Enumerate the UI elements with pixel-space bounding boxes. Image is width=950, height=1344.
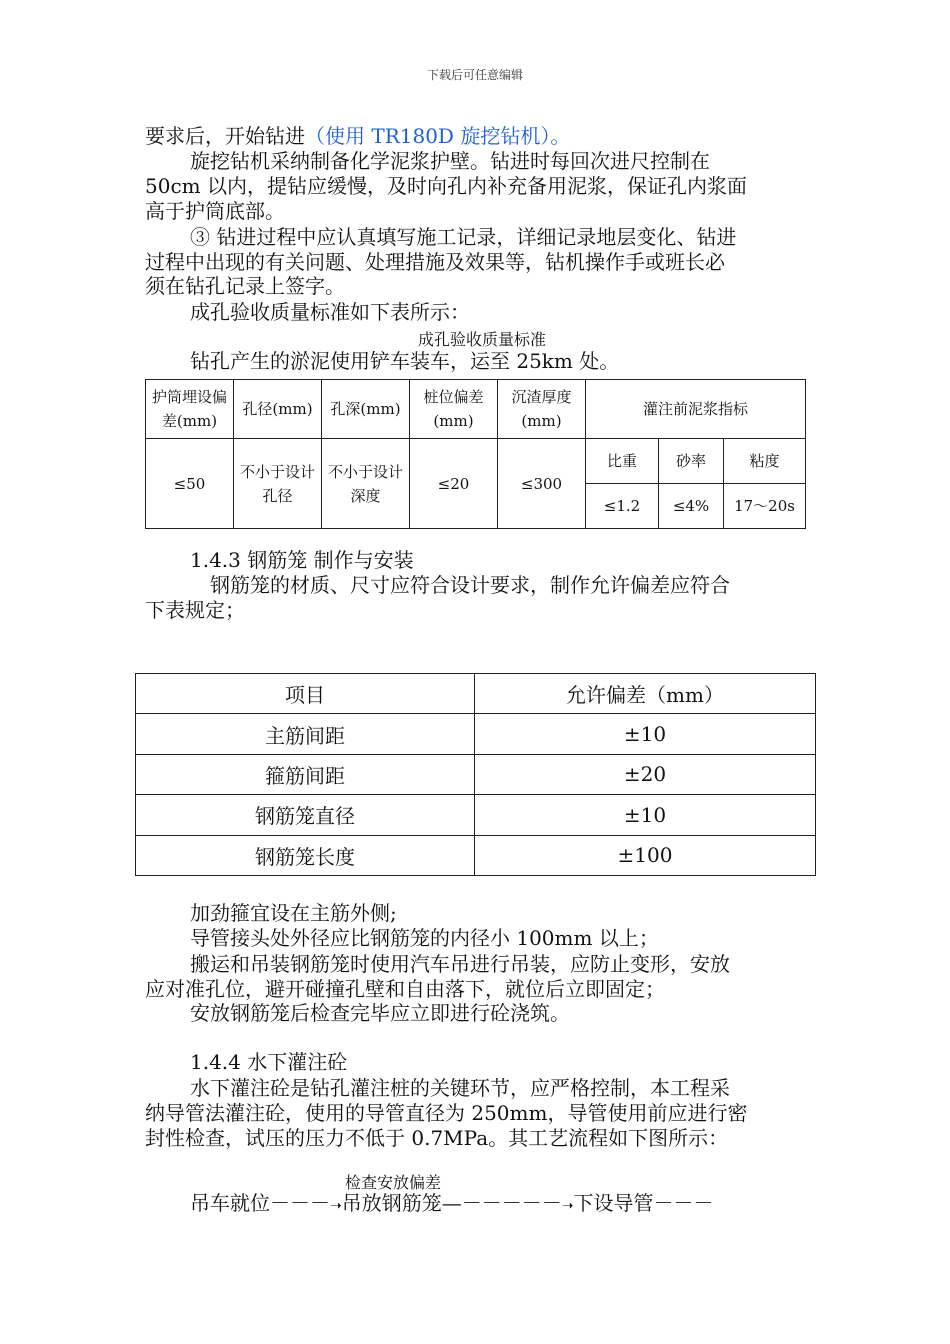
table-cell: ≤4%: [659, 484, 724, 529]
table-cell: ≤1.2: [586, 484, 659, 529]
paragraph-line: 应对准孔位，避开碰撞孔壁和自由落下，就位后立即固定；: [145, 977, 665, 1001]
paragraph-line: 旋挖钻机采纳制备化学泥浆护壁。钻进时每回次进尺控制在: [190, 149, 710, 173]
paragraph-line: 要求后，开始钻进（使用 TR180D 旋挖钻机）。: [145, 124, 571, 148]
flow-step: 吊车就位: [190, 1191, 270, 1215]
table-header-cell: 孔径(mm): [234, 380, 322, 439]
table-cell: ±20: [475, 754, 816, 794]
table-caption: 成孔验收质量标准: [418, 330, 547, 349]
table-cell: ≤50: [146, 439, 234, 529]
flow-step: 吊放钢筋笼: [341, 1191, 442, 1215]
table-cell: 不小于设计深度: [322, 439, 410, 529]
section-heading: 1.4.4 水下灌注砼: [190, 1050, 348, 1074]
cage-tolerance-table: [135, 673, 816, 876]
table-row: [136, 714, 816, 754]
paragraph-line: 下表规定；: [145, 598, 245, 622]
table-cell: 主筋间距: [136, 714, 475, 754]
table-cell: ±10: [475, 714, 816, 754]
table-row: [136, 835, 816, 875]
paragraph-line: 导管接头处外径应比钢筋笼的内径小 100mm 以上；: [190, 926, 659, 950]
paragraph-line: 高于护筒底部。: [145, 199, 285, 223]
table-header-cell: 孔深(mm): [322, 380, 410, 439]
table-subheader-cell: 砂率: [659, 439, 724, 484]
paragraph-line: 水下灌注砼是钻孔灌注桩的关键环节，应严格控制，本工程采: [190, 1076, 730, 1100]
paragraph-line: 封性检查，试压的压力不低于 0.7MPa。其工艺流程如下图所示：: [145, 1126, 729, 1150]
flow-note: 检查安放偏差: [345, 1173, 442, 1192]
flow-dash: —－－－－－: [441, 1191, 562, 1215]
table-header-cell: 桩位偏差(mm): [410, 380, 498, 439]
table-cell: ±100: [475, 835, 816, 875]
flow-step: 下设导管: [573, 1191, 654, 1215]
paragraph-line: 过程中出现的有关问题、处理措施及效果等，钻机操作手或班长必: [145, 250, 725, 274]
table-cell: 钢筋笼直径: [136, 795, 475, 835]
paragraph-line: 纳导管法灌注砼，使用的导管直径为 250mm，导管使用前应进行密: [145, 1101, 748, 1125]
table-header-cell: 允许偏差（mm）: [475, 674, 816, 714]
table-subheader-cell: 粘度: [724, 439, 806, 484]
paragraph-line: 安放钢筋笼后检查完毕应立即进行砼浇筑。: [190, 1001, 570, 1025]
paragraph-line: 50cm 以内，提钻应缓慢，及时向孔内补充备用泥浆，保证孔内浆面: [145, 174, 747, 198]
paragraph-line: ③ 钻进过程中应认真填写施工记录，详细记录地层变化、钻进: [190, 225, 737, 249]
hole-quality-table: [145, 379, 806, 529]
paragraph-line: 须在钻孔记录上签字。: [145, 274, 345, 298]
table-subheader-cell: 比重: [586, 439, 659, 484]
table-cell: 不小于设计孔径: [234, 439, 322, 529]
arrow-right-icon: ➝: [561, 1198, 574, 1214]
arrow-right-icon: ➝: [330, 1198, 342, 1214]
table-cell: 钢筋笼长度: [136, 835, 475, 875]
table-cell: ≤300: [498, 439, 586, 529]
page-header: 下载后可任意编辑: [426, 68, 523, 82]
table-header-cell: 项目: [136, 674, 475, 714]
table-cell: 箍筋间距: [136, 754, 475, 794]
paragraph-line: 加劲箍宜设在主筋外侧;: [190, 901, 397, 925]
drill-model-note: （使用 TR180D 旋挖钻机）: [305, 124, 551, 148]
flow-dash: －－－: [270, 1191, 330, 1215]
process-flow: [190, 1191, 713, 1219]
paragraph-line: 搬运和吊装钢筋笼时使用汽车吊进行吊装，应防止变形，安放: [190, 952, 730, 976]
paragraph-line: 钻孔产生的淤泥使用铲车装车，运至 25km 处。: [190, 349, 620, 373]
table-cell: ±10: [475, 795, 816, 835]
section-heading: 1.4.3 钢筋笼 制作与安装: [190, 548, 414, 572]
table-cell: 17～20s: [724, 484, 806, 529]
table-header-cell: 沉渣厚度(mm): [498, 380, 586, 439]
table-row: [136, 795, 816, 835]
flow-dash: －－－: [653, 1191, 714, 1215]
paragraph-line: 钢筋笼的材质、尺寸应符合设计要求，制作允许偏差应符合: [210, 573, 730, 597]
table-row: [136, 754, 816, 794]
table-header-cell: 灌注前泥浆指标: [586, 380, 806, 439]
table-header-cell: 护筒埋设偏差(mm): [146, 380, 234, 439]
paragraph-line: 成孔验收质量标准如下表所示：: [190, 300, 470, 324]
table-cell: ≤20: [410, 439, 498, 529]
